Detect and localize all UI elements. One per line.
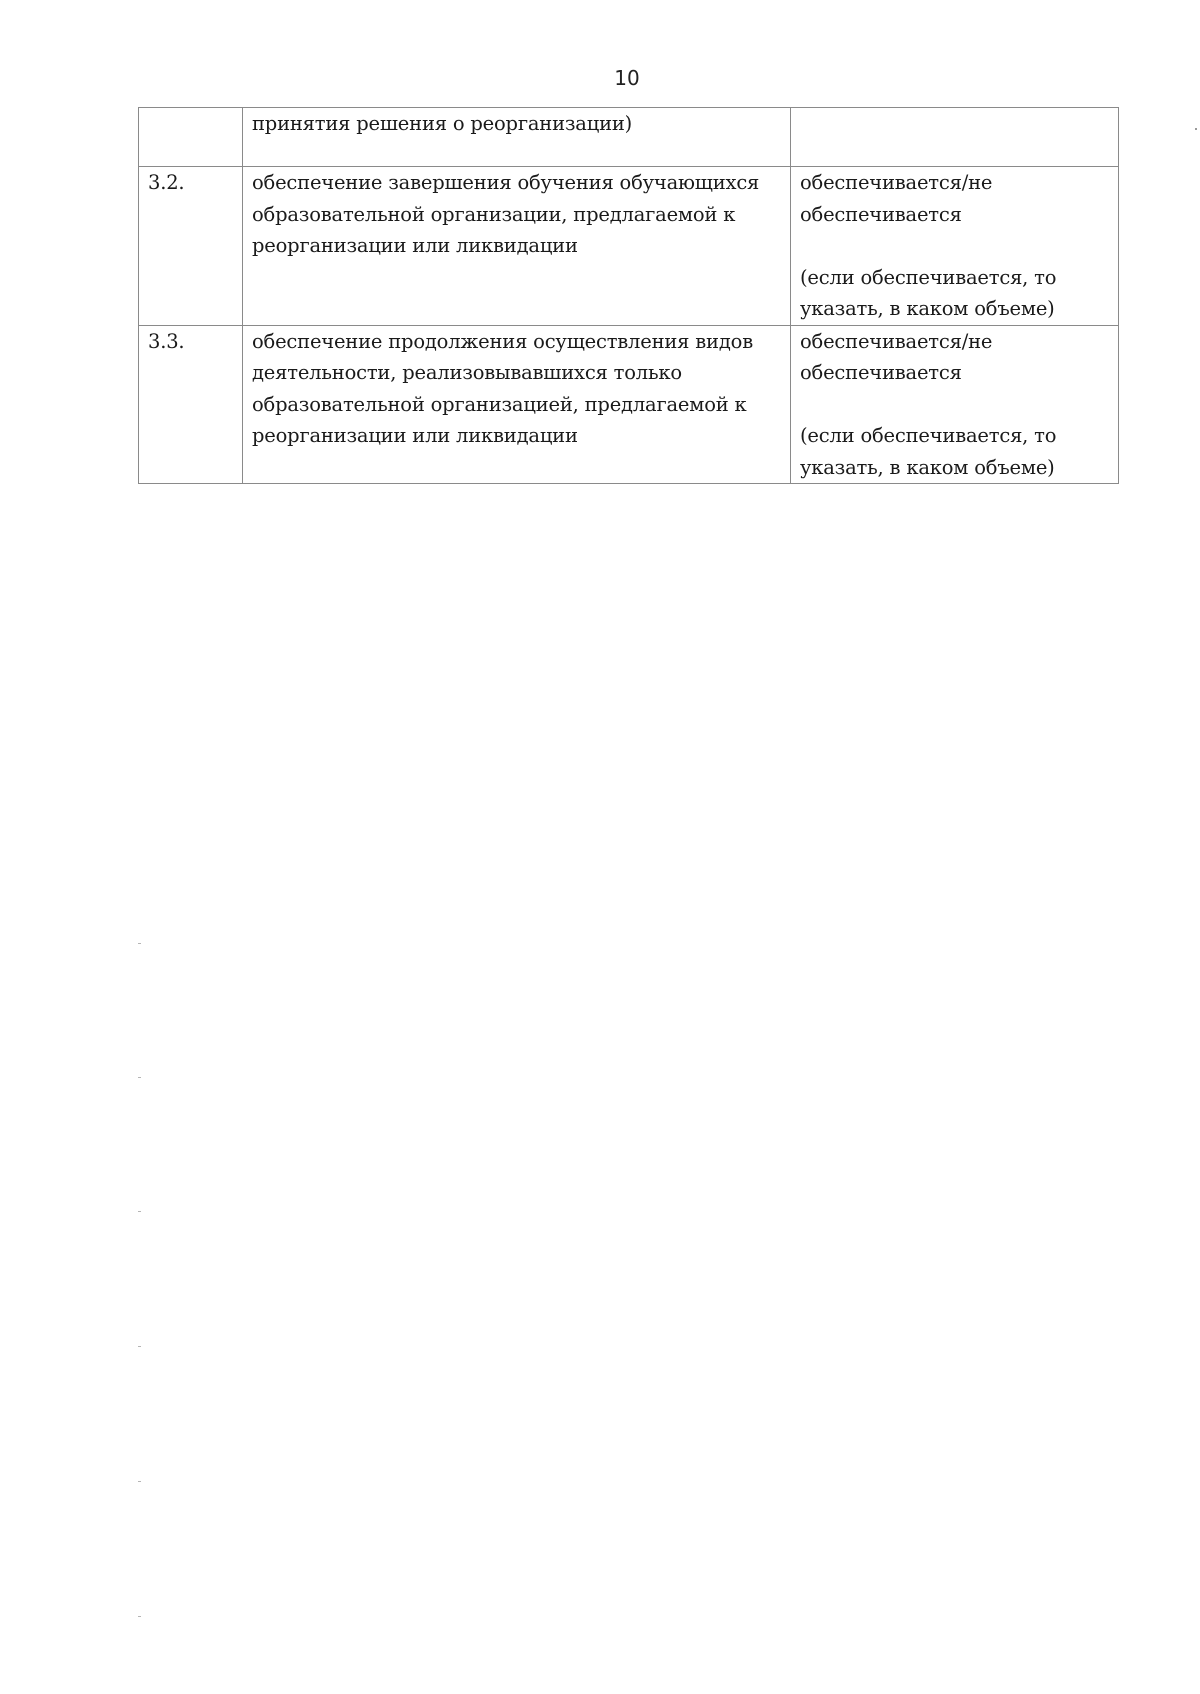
scan-mark bbox=[1195, 128, 1197, 130]
value-spacer bbox=[800, 389, 1110, 421]
scan-mark bbox=[138, 943, 141, 944]
description-line: обеспечение продолжения осуществления видов bbox=[252, 329, 753, 353]
description-line: реорганизации или ликвидации bbox=[252, 234, 578, 257]
row-number-cell: 3.2. bbox=[139, 167, 243, 326]
page-number: 10 bbox=[614, 66, 640, 90]
description-cell bbox=[243, 167, 791, 326]
description-cell bbox=[243, 325, 791, 484]
description-line: обеспечение завершения обучения обучающихся bbox=[252, 171, 760, 194]
value-note-line: (если обеспечивается, то bbox=[800, 265, 1057, 289]
description-line: образовательной организации, предлагаемой к bbox=[252, 202, 736, 226]
value-line: обеспечивается bbox=[800, 202, 962, 226]
table-row bbox=[139, 325, 1119, 484]
table-row bbox=[139, 167, 1119, 326]
value-note-line: указать, в каком объеме) bbox=[800, 297, 1055, 320]
value-cell bbox=[791, 325, 1119, 484]
value-line: обеспечивается/не bbox=[800, 329, 993, 353]
value-note-line: (если обеспечивается, то bbox=[800, 424, 1057, 447]
criteria-table bbox=[138, 107, 1119, 484]
description-line: образовательной организацией, предлагаемой к bbox=[252, 392, 747, 416]
scan-mark bbox=[138, 1616, 141, 1617]
scan-mark bbox=[138, 1481, 141, 1482]
value-spacer bbox=[800, 230, 1110, 262]
value-line: обеспечивается bbox=[800, 361, 962, 384]
scan-mark bbox=[138, 1346, 141, 1347]
description-line: деятельности, реализовывавшихся только bbox=[252, 361, 682, 384]
value-note-line: указать, в каком объеме) bbox=[800, 455, 1055, 479]
value-cell bbox=[791, 167, 1119, 326]
description-cell bbox=[243, 108, 791, 167]
description-line: реорганизации или ликвидации bbox=[252, 424, 578, 447]
row-number-cell bbox=[139, 108, 243, 167]
scan-mark bbox=[138, 1211, 141, 1212]
table-row bbox=[139, 108, 1119, 167]
scan-mark bbox=[138, 1077, 141, 1078]
value-cell bbox=[791, 108, 1119, 167]
value-line: обеспечивается/не bbox=[800, 171, 993, 194]
row-number-cell: 3.3. bbox=[139, 325, 243, 484]
description-line: принятия решения о реорганизации) bbox=[252, 112, 633, 135]
